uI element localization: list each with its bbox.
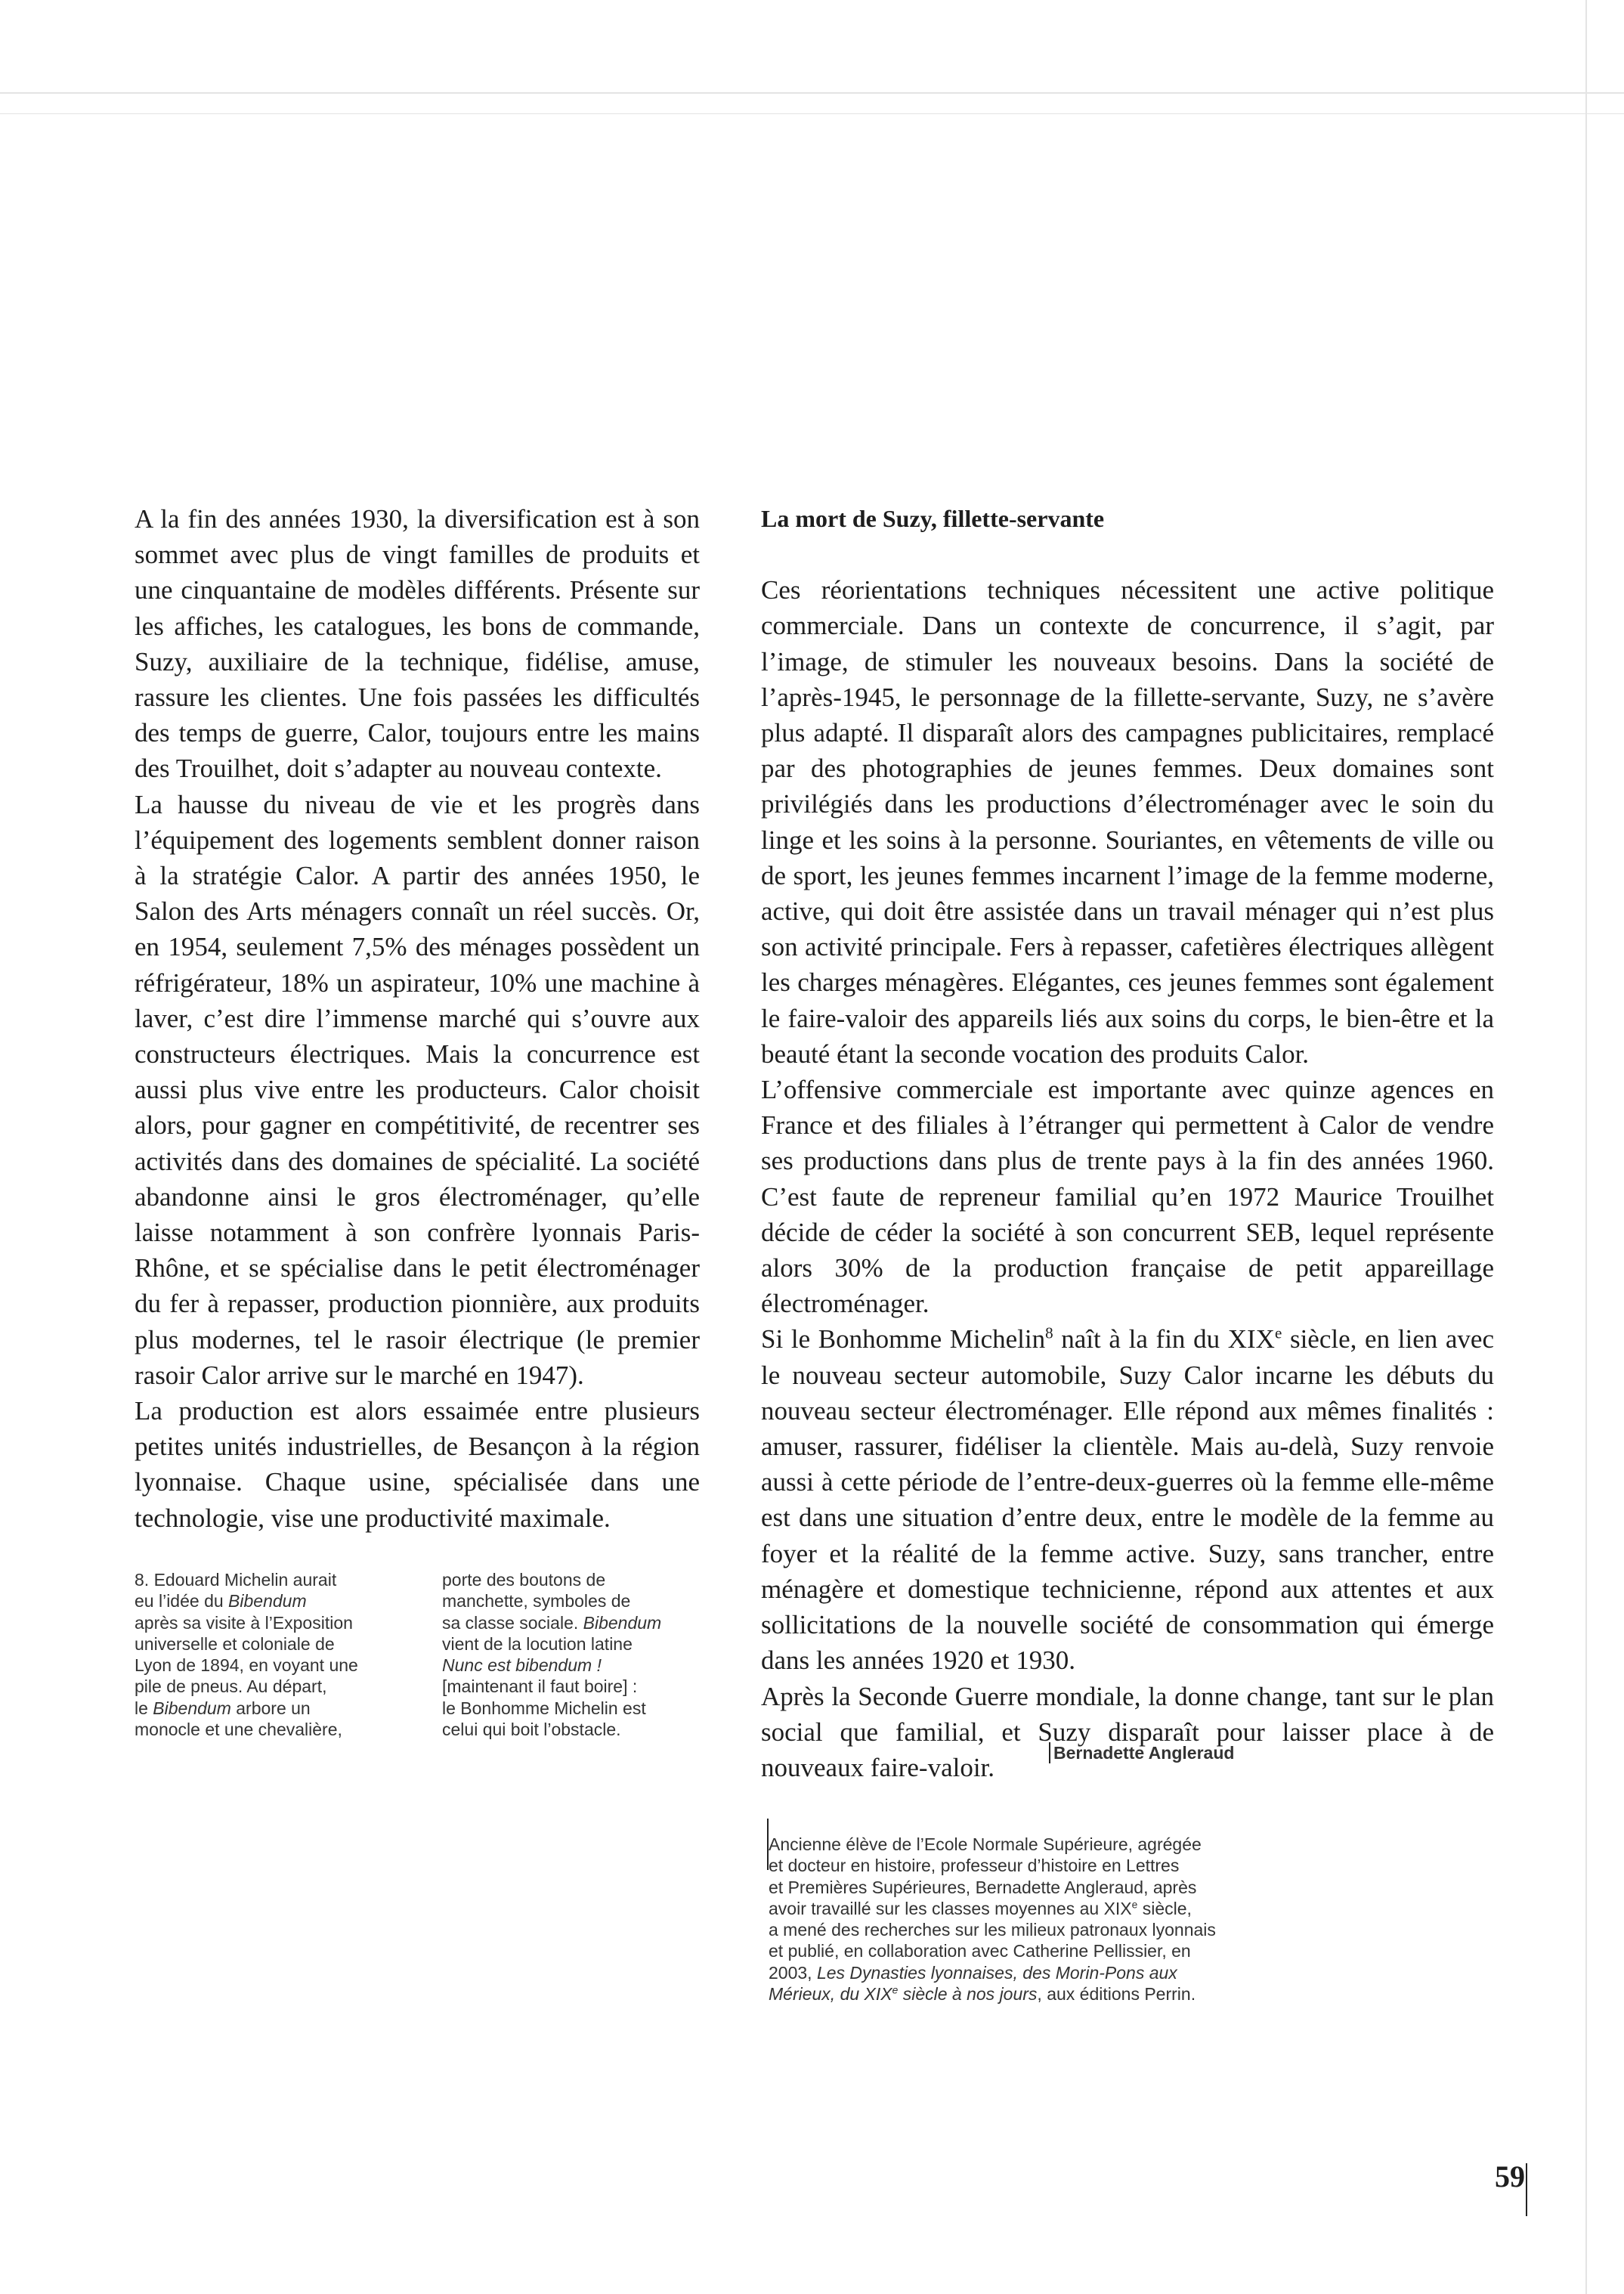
right-column bbox=[761, 501, 1494, 1785]
left-paragraph-1: A la fin des années 1930, la diversification est à son sommet avec plus de vingt familles de produits et une cinquantaine de modèles différents. Présente sur les affiches, les catalogues, les bons de commande, Suzy, auxiliaire de la technique, fidélise, amuse, rassure les clientes. Une fois passées les difficultés des temps de guerre, Calor, toujours entre les mains des Trouilhet, doit s’adapter au nouveau contexte. bbox=[135, 504, 700, 784]
bio-line: a mené des recherches sur les milieux patronaux lyonnais bbox=[769, 1920, 1216, 1940]
footnote-italic: Bibendum bbox=[583, 1612, 662, 1633]
footnote-line: manchette, symboles de bbox=[442, 1591, 631, 1611]
footnote-italic: Bibendum bbox=[153, 1698, 231, 1718]
bio-line: et publié, en collaboration avec Catherine Pellissier, en bbox=[769, 1941, 1191, 1961]
bio-text: 2003, bbox=[769, 1962, 817, 1983]
bio-line: Ancienne élève de l’Ecole Normale Supérieure, agrégée bbox=[769, 1834, 1202, 1854]
footnote-line: monocle et une chevalière, bbox=[135, 1720, 342, 1740]
footnote-text: eu l’idée du bbox=[135, 1591, 229, 1611]
right-paragraph-3 bbox=[761, 1321, 1494, 1678]
bio-line: et docteur en histoire, professeur d’histoire en Lettres bbox=[769, 1856, 1180, 1876]
footnote-right-column bbox=[442, 1569, 661, 1740]
scan-rule-top bbox=[0, 92, 1624, 94]
footnote-text: arbore un bbox=[230, 1698, 311, 1718]
bio-text: Mérieux, du XIX bbox=[769, 1984, 892, 2005]
footnote-italic: Nunc est bibendum ! bbox=[442, 1655, 602, 1676]
footnote-line bbox=[442, 1655, 661, 1676]
bio-line: et Premières Supérieures, Bernadette Angleraud, après bbox=[769, 1877, 1197, 1897]
bio-century-sup: e bbox=[892, 1984, 899, 1996]
footnote-line: celui qui boit l’obstacle. bbox=[442, 1720, 621, 1740]
book-title: Les Dynasties lyonnaises, des Morin-Pons aux bbox=[816, 1962, 1177, 1983]
footnote-ref: 8 bbox=[1045, 1323, 1053, 1342]
scan-rule-top-2 bbox=[0, 113, 1624, 114]
bio-text: , aux éditions Perrin. bbox=[1037, 1984, 1196, 2005]
scan-rule-right bbox=[1585, 0, 1587, 2294]
page-number: 59 bbox=[1495, 2159, 1525, 2193]
footnote-italic: Bibendum bbox=[228, 1591, 307, 1611]
footnote-line: 8. Edouard Michelin aurait bbox=[135, 1570, 337, 1590]
right-paragraph-1: Ces réorientations techniques nécessitent une active politique commerciale. Dans un contexte de concurrence, il s’agit, par l’image, de stimuler les nouveaux besoins. Dans la société de l’après-1945, le personnage de la fillette-servante, Suzy, ne s’avère plus adapté. Il disparaît alors des campagnes publicitaires, remplacé par des photographies de jeunes femmes. Deux domaines sont privilégiés dans les productions d’électroménager avec le soin du linge et les soins à la personne. Souriantes, en vêtements de ville ou de sport, les jeunes femmes incarnent l’image de la femme moderne, active, qui doit être assistée dans un travail ménager qui n’est plus son activité principale. Fers à repasser, cafetières électriques allègent les charges ménagères. Elégantes, ces jeunes femmes sont également le faire-valoir des appareils liés aux soins du corps, le bien-être et la beauté étant la seconde vocation des produits Calor. bbox=[761, 575, 1494, 1069]
footnote-line bbox=[442, 1612, 661, 1633]
footnote-line: porte des boutons de bbox=[442, 1570, 606, 1590]
michelin-text-c: siècle, en lien avec le nouveau secteur automobile, Suzy Calor incarne les débuts du nouveau secteur électroménager. Elle répond aux mêmes finalités : amuser, rassurer, fidéliser la clientèle. Mais au-delà, Suzy renvoie aussi à cette période de l’entre-deux-guerres où la femme elle-même est dans une situation d’entre deux, entre le modèle de la femme au foyer et la réalité de la femme active. Suzy, sans trancher, entre ménagère et domestique technicienne, répond aux attentes et aux sollicitations de la nouvelle société de consommation qui émerge dans les années 1920 et 1930. bbox=[761, 1324, 1494, 1676]
bio-text: siècle à nos jours bbox=[898, 1984, 1038, 2005]
footnote-line: pile de pneus. Au départ, bbox=[135, 1676, 327, 1697]
author-signature: Bernadette Angleraud bbox=[1049, 1742, 1234, 1763]
left-column bbox=[135, 501, 700, 1536]
footnote-line: universelle et coloniale de bbox=[135, 1633, 335, 1654]
page-number-marker bbox=[1526, 2163, 1527, 2216]
michelin-text-a: Si le Bonhomme Michelin bbox=[761, 1324, 1046, 1354]
footnote-left-column bbox=[135, 1569, 358, 1740]
left-paragraph-3: La production est alors essaimée entre plusieurs petites unités industrielles, de Besançon à la région lyonnaise. Chaque usine, spécialisée dans une technologie, vise une productivité maximale. bbox=[135, 1396, 700, 1533]
bio-text: siècle, bbox=[1137, 1898, 1192, 1918]
footnote-line: Lyon de 1894, en voyant une bbox=[135, 1655, 358, 1676]
book-title bbox=[769, 1984, 1037, 2004]
left-paragraph-2: La hausse du niveau de vie et les progrès dans l’équipement des logements semblent donner raison à la stratégie Calor. A partir des années 1950, le Salon des Arts ménagers connaît un réel succès. Or, en 1954, seulement 7,5% des ménages possèdent un réfrigérateur, 18% un aspirateur, 10% une machine à laver, c’est dire l’immense marché qui s’ouvre aux constructeurs électriques. Mais la concurrence est aussi plus vive entre les producteurs. Calor choisit alors, pour gagner en compétitivité, de recentrer ses activités dans des domaines de spécialité. La société abandonne ainsi le gros électroménager, qu’elle laisse notamment à son confrère lyonnais Paris-Rhône, et se spécialise dans le petit électroménager du fer à repasser, production pionnière, aux produits plus modernes, tel le rasoir électrique (le premier rasoir Calor arrive sur le marché en 1947). bbox=[135, 789, 700, 1390]
right-paragraph-4: Après la Seconde Guerre mondiale, la donne change, tant sur le plan social que familial, et Suzy disparaît pour laisser place à de nouveaux faire-valoir. bbox=[761, 1681, 1494, 1782]
bio-text: avoir travaillé sur les classes moyennes au XIX bbox=[769, 1898, 1132, 1918]
bio-line bbox=[769, 1898, 1216, 1919]
century-superscript: e bbox=[1274, 1323, 1282, 1342]
footnote-text: le bbox=[135, 1698, 153, 1718]
bio-line bbox=[769, 1983, 1216, 2005]
right-paragraph-2: L’offensive commerciale est importante avec quinze agences en France et des filiales à l’étranger qui permettent à Calor de vendre ses productions dans plus de trente pays à la fin des années 1960. C’est faute de repreneur familial qu’en 1972 Maurice Trouilhet décide de céder la société à son concurrent SEB, lequel représente alors 30% de la production française de petit appareillage électroménager. bbox=[761, 1075, 1494, 1319]
footnote-line: vient de la locution latine bbox=[442, 1633, 633, 1654]
author-bio bbox=[769, 1834, 1216, 2005]
footnote-line bbox=[135, 1590, 358, 1611]
footnote-text: sa classe sociale. bbox=[442, 1612, 583, 1633]
footnote-line: le Bonhomme Michelin est bbox=[442, 1698, 646, 1718]
bio-line bbox=[769, 1962, 1216, 1983]
michelin-text-b: naît à la fin du XIX bbox=[1053, 1324, 1275, 1354]
bio-century-sup: e bbox=[1131, 1899, 1138, 1911]
section-heading: La mort de Suzy, fillette-servante bbox=[761, 505, 1105, 532]
footnote-line bbox=[135, 1698, 358, 1719]
footnote-line: [maintenant il faut boire] : bbox=[442, 1676, 638, 1697]
footnote-line: après sa visite à l’Exposition bbox=[135, 1612, 353, 1633]
